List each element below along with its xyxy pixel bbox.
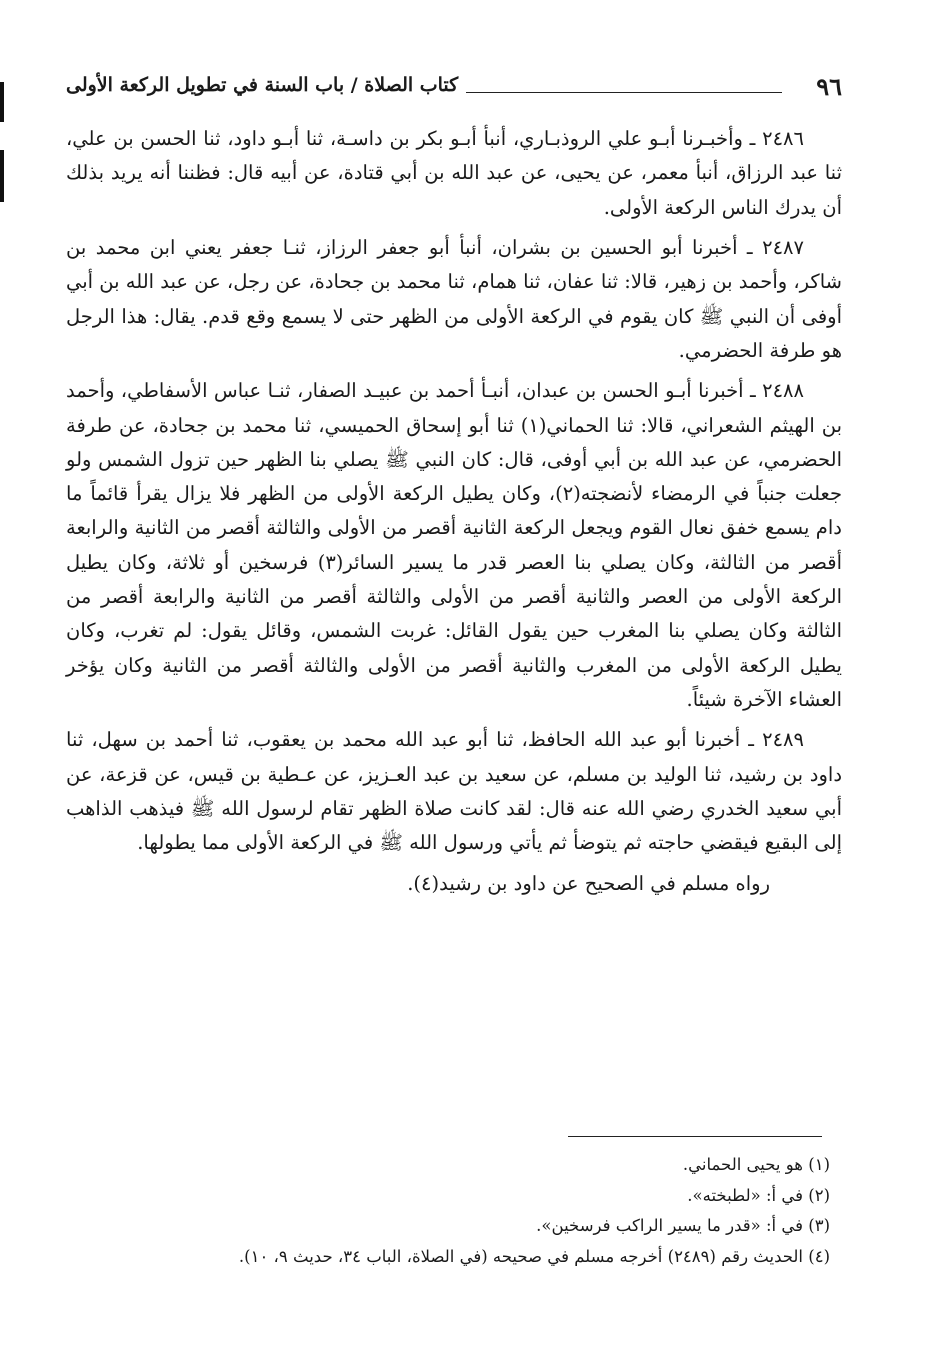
header-rule (466, 92, 782, 93)
running-header (66, 72, 842, 106)
footnotes (66, 1150, 830, 1272)
footnote-4: (٤) الحديث رقم (٢٤٨٩) أخرجه مسلم في صحيحه (في الصلاة، الباب ٣٤، حديث ٩، ١٠). (238, 1246, 830, 1266)
narration-note: رواه مسلم في الصحيح عن داود بن رشيد(٤). (407, 871, 770, 895)
scan-edge-mark (0, 82, 4, 122)
footnote-3: (٣) في أ: «قدر ما يسير الراكب فرسخين». (536, 1216, 830, 1236)
running-title: كتاب الصلاة / باب السنة في تطويل الركعة الأولى (66, 74, 459, 96)
hadith-2489: ٢٤٨٩ ـ أخبرنا أبو عبد الله الحافظ، ثنا أبو عبد الله محمد بن يعقوب، ثنا أحمد بن سهل، ثنا داود بن رشيد، ثنا الوليد بن مسلم، عن سعيد بن عبد العـزيز، عن عـطية بن قيس، عن قزعة، عن أبي سعيد الخدري رضي الله عنه قال: لقد كانت صلاة الظهر تقام لرسول الله ﷺ فيذهب الذاهب إلى البقيع فيقضي حاجته ثم يتوضأ ثم يأتي ورسول الله ﷺ في الركعة الأولى مما يطولها. (66, 728, 842, 855)
main-text (66, 122, 842, 907)
page-number: ٩٦ (816, 72, 842, 101)
hadith-2486: ٢٤٨٦ ـ وأخبـرنا أبـو علي الروذبـاري، أنبأ أبـو بكر بن داسـة، ثنا أبـو داود، ثنا الحسن بن علي، ثنا عبد الرزاق، أنبأ معمر، عن يحيى، عن عبد الله بن أبي قتادة، عن أبيه قال: فظننا أنه يريد بذلك أن يدرك الناس الركعة الأولى. (66, 127, 842, 219)
footnote-2: (٢) في أ: «لطبخته». (687, 1185, 830, 1205)
hadith-2487: ٢٤٨٧ ـ أخبرنا أبو الحسين بن بشران، أنبأ أبو جعفر الرزاز، ثنـا جعفر يعني ابن محمد بن شاكر، وأحمد بن زهير، قالا: ثنا عفان، ثنا همام، ثنا محمد بن جحادة، عن رجل، عن عبد الله بن أبي أوفى أن النبي ﷺ كان يقوم في الركعة الأولى من الظهر حتى لا يسمع وقع قدم. يقال: هذا الرجل هو طرفة الحضرمي. (66, 235, 842, 362)
footnote-separator (568, 1136, 822, 1137)
hadith-2488: ٢٤٨٨ ـ أخبرنا أبـو الحسن بن عبدان، أنبـأ أحمد بن عبيـد الصفار، ثنـا عباس الأسفاطي، وأحمد بن الهيثم الشعراني، قالا: ثنا الحماني(١) ثنا أبو إسحاق الحميسي، ثنا محمد بن جحادة، عن طرفة الحضرمي، عن عبد الله بن أبي أوفى، قال: كان النبي ﷺ يصلي بنا الظهر حين تزول الشمس ولو جعلت جنباً في الرمضاء لأنضجته(٢)، وكان يطيل الركعة الأولى من الظهر فلا يزال يقرأ قائماً ما دام يسمع خفق نعال القوم ويجعل الركعة الثانية أقصر من الأولى والثالثة أقصر من الثانية والرابعة أقصر من الثالثة، وكان يصلي بنا العصر قدر ما يسير السائر(٣) فرسخين أو ثلاثة، وكان يطيل الركعة الأولى من العصر والثانية أقصر من الأولى والثالثة أقصر من الثانية والرابعة أقصر من الثالثة وكان يصلي بنا المغرب حين يقول القائل: غربت الشمس، وقائل يقول: لم تغرب، وكان يطيل الركعة الأولى من المغرب والثانية أقصر من الأولى والثالثة أقصر من الثانية وكان يؤخر العشاء الآخرة شيئاً. (66, 379, 842, 711)
scan-edge-mark (0, 150, 4, 202)
footnote-1: (١) هو يحيى الحماني. (682, 1155, 830, 1174)
